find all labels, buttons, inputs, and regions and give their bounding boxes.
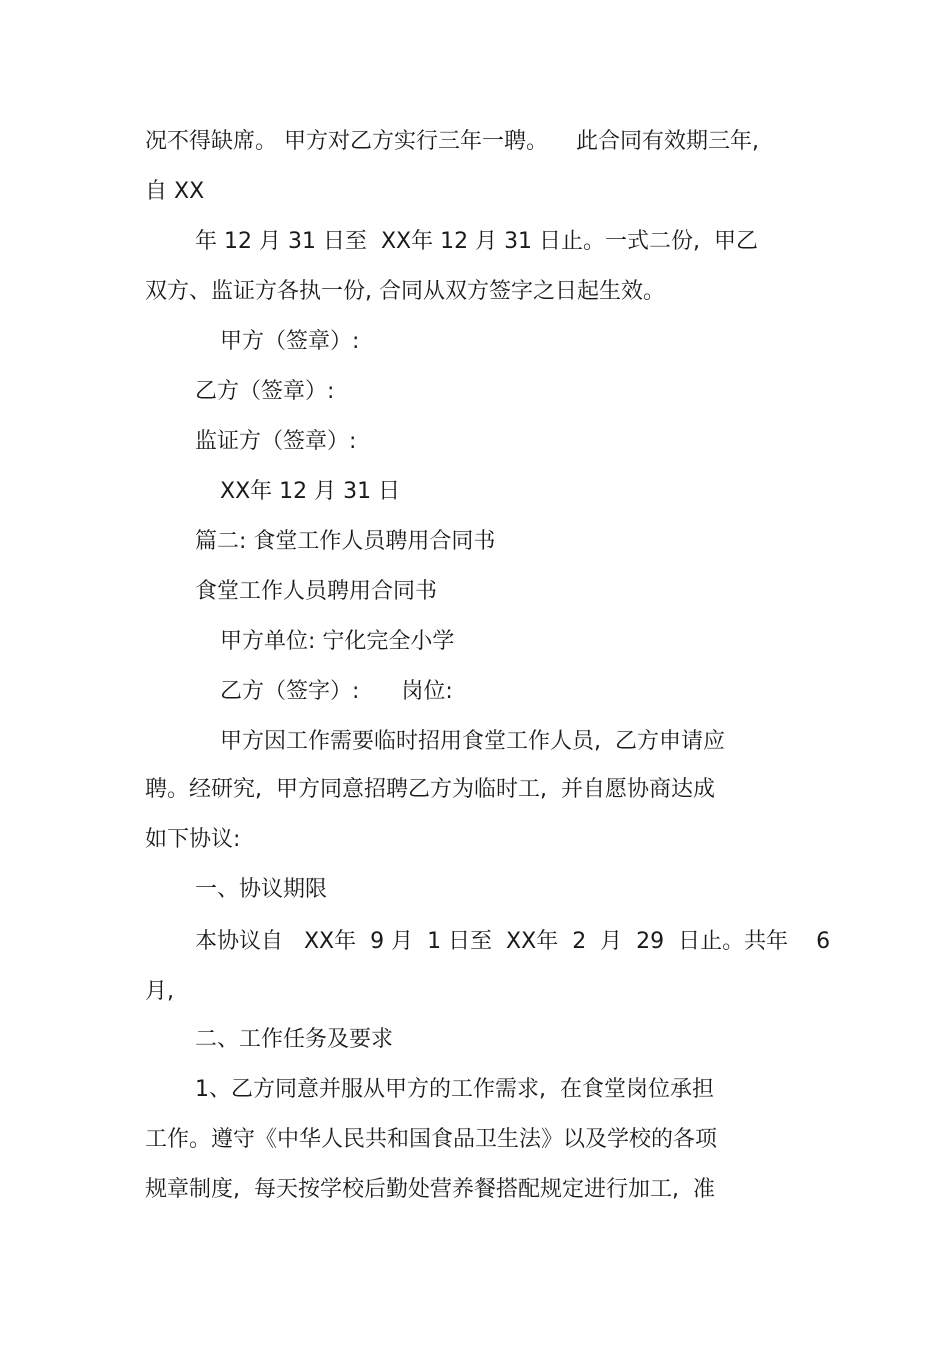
paragraph-line: 双方、监证方各执一份, 合同从双方签字之日起生效。 [145, 279, 665, 304]
party-b-signature-line: 乙方（签章）: [195, 379, 335, 404]
paragraph-line: 规章制度, 每天按学校后勤处营养餐搭配规定进行加工, 准 [145, 1177, 715, 1202]
contract-title: 食堂工作人员聘用合同书 [195, 579, 438, 604]
clause-heading: 二、工作任务及要求 [195, 1027, 394, 1052]
paragraph-line: 聘。经研究, 甲方同意招聘乙方为临时工, 并自愿协商达成 [145, 777, 715, 802]
section-heading: 篇二: 食堂工作人员聘用合同书 [195, 529, 496, 554]
party-b-position-line: 乙方（签字）: 岗位: [220, 679, 453, 704]
contract-date: XX年 12 月 31 日 [220, 479, 401, 504]
paragraph-line: 1、乙方同意并服从甲方的工作需求, 在食堂岗位承担 [195, 1077, 714, 1102]
clause-heading: 一、协议期限 [195, 877, 328, 902]
paragraph-line: 月, [145, 979, 174, 1004]
paragraph-line: 甲方因工作需要临时招用食堂工作人员, 乙方申请应 [220, 729, 725, 754]
witness-signature-line: 监证方（签章）: [195, 429, 357, 454]
paragraph-line: 年 12 月 31 日至 XX年 12 月 31 日止。一式二份, 甲乙 [195, 229, 759, 254]
paragraph-line: 工作。遵守《中华人民共和国食品卫生法》以及学校的各项 [145, 1127, 718, 1152]
paragraph-line: 自 XX [145, 179, 205, 204]
paragraph-line: 如下协议: [145, 827, 241, 852]
paragraph-line: 本协议自 XX年 9 月 1 日至 XX年 2 月 29 日止。共年 6 [195, 929, 831, 954]
party-a-signature-line: 甲方（签章）: [220, 329, 360, 354]
paragraph-line: 况不得缺席。 甲方对乙方实行三年一聘。 此合同有效期三年, [145, 129, 759, 154]
party-a-unit: 甲方单位: 宁化完全小学 [220, 629, 455, 654]
